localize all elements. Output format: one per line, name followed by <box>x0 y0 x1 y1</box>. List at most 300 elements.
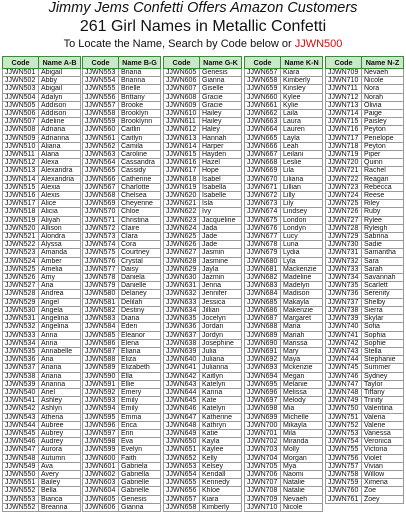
name-cell: Caroline <box>119 151 161 159</box>
name-cell: Isabel <box>200 175 242 183</box>
name-cell: Jessica <box>200 298 242 306</box>
name-cell: Sophia <box>362 331 404 339</box>
name-cell: Gabrielle <box>119 487 161 495</box>
code-cell: JJWN531 <box>3 315 39 323</box>
table-row <box>164 347 242 355</box>
name-cell: Gabrielle <box>119 479 161 487</box>
table-row <box>164 85 242 93</box>
name-cell: Mila <box>281 429 323 437</box>
code-cell: JJWN574 <box>83 241 119 249</box>
name-cell: Jada <box>200 224 242 232</box>
code-cell: JJWN513 <box>3 167 39 175</box>
table-row <box>326 282 404 290</box>
table-row <box>83 142 161 150</box>
table-row <box>245 421 323 429</box>
table-row <box>83 380 161 388</box>
table-row <box>245 257 323 265</box>
code-cell: JJWN712 <box>326 93 362 101</box>
code-cell: JJWN622 <box>164 208 200 216</box>
table-row <box>83 216 161 224</box>
code-cell: JJWN585 <box>83 331 119 339</box>
name-cell: Sophie <box>362 339 404 347</box>
table-row <box>3 241 81 249</box>
code-cell: JJWN720 <box>326 159 362 167</box>
name-cell: London <box>281 216 323 224</box>
code-cell: JJWN564 <box>83 159 119 167</box>
code-cell: JJWN669 <box>245 167 281 175</box>
table-row <box>164 356 242 364</box>
name-cell: Vivian <box>362 462 404 470</box>
code-cell: JJWN691 <box>245 347 281 355</box>
name-cell: Briana <box>119 69 161 77</box>
name-cell: Emily <box>119 405 161 413</box>
name-cell: Daisy <box>119 265 161 273</box>
table-row <box>245 462 323 470</box>
name-cell: Chelsea <box>119 192 161 200</box>
table-row <box>83 167 161 175</box>
code-cell: JJWN679 <box>245 249 281 257</box>
name-cell: Gabriella <box>119 470 161 478</box>
table-row <box>245 323 323 331</box>
code-cell: JJWN641 <box>164 364 200 372</box>
code-cell: JJWN529 <box>3 298 39 306</box>
name-cell: Eva <box>119 438 161 446</box>
table-row <box>164 470 242 478</box>
name-cell: Angelina <box>39 323 81 331</box>
name-cell: Skylar <box>362 315 404 323</box>
code-cell: JJWN512 <box>3 159 39 167</box>
table-row <box>83 323 161 331</box>
table-row <box>164 118 242 126</box>
name-cell: Madelyn <box>281 282 323 290</box>
code-cell: JJWN510 <box>3 142 39 150</box>
code-cell: JJWN655 <box>164 479 200 487</box>
table-row <box>326 356 404 364</box>
name-cell: Brooke <box>119 101 161 109</box>
table-row <box>164 380 242 388</box>
table-row <box>245 306 323 314</box>
table-row <box>164 372 242 380</box>
code-cell: JJWN705 <box>245 462 281 470</box>
table-row <box>3 405 81 413</box>
code-cell: JJWN525 <box>3 265 39 273</box>
name-cell: Angelina <box>39 315 81 323</box>
name-cell: Jasmine <box>200 257 242 265</box>
name-cell: Cassandra <box>119 159 161 167</box>
table-row <box>164 495 242 503</box>
code-cell: JJWN752 <box>326 421 362 429</box>
name-cell: Aurora <box>39 446 81 454</box>
name-cell: Luna <box>281 241 323 249</box>
code-cell: JJWN670 <box>245 175 281 183</box>
table-row <box>83 429 161 437</box>
table-row <box>245 487 323 495</box>
name-cell: Lauren <box>281 126 323 134</box>
name-cell: Lyla <box>281 257 323 265</box>
table-row <box>245 298 323 306</box>
name-cell: Vanessa <box>362 429 404 437</box>
code-cell: JJWN647 <box>164 413 200 421</box>
search-instruction-text: To Locate the Name, Search by Code below or <box>63 38 295 50</box>
code-cell: JJWN587 <box>83 347 119 355</box>
name-cell: Adrianna <box>39 134 81 142</box>
table-row <box>3 462 81 470</box>
name-cell: Charlotte <box>119 183 161 191</box>
name-cell: Elena <box>119 339 161 347</box>
table-row <box>83 413 161 421</box>
name-cell: Amber <box>39 257 81 265</box>
code-cell: JJWN744 <box>326 356 362 364</box>
name-cell: Leah <box>281 142 323 150</box>
name-cell: Jillian <box>200 306 242 314</box>
name-cell: Leslie <box>281 159 323 167</box>
code-cell: JJWN557 <box>83 101 119 109</box>
name-cell: Hayden <box>200 151 242 159</box>
code-cell: JJWN533 <box>3 331 39 339</box>
table-row <box>164 339 242 347</box>
table-row <box>164 315 242 323</box>
name-cell: Valerie <box>362 421 404 429</box>
table-row <box>245 134 323 142</box>
table-row <box>164 290 242 298</box>
table-row <box>83 265 161 273</box>
code-cell: JJWN701 <box>245 429 281 437</box>
table-row <box>326 462 404 470</box>
name-cell: Mikayla <box>281 421 323 429</box>
code-cell: JJWN649 <box>164 429 200 437</box>
name-cell: Jenna <box>200 282 242 290</box>
table-row <box>245 364 323 372</box>
code-cell: JJWN635 <box>164 315 200 323</box>
code-cell: JJWN680 <box>245 257 281 265</box>
table-row <box>83 495 161 503</box>
name-cell: Piper <box>362 151 404 159</box>
name-cell: Taylor <box>362 380 404 388</box>
code-cell: JJWN706 <box>245 470 281 478</box>
table-row <box>326 257 404 265</box>
code-cell: JJWN541 <box>3 397 39 405</box>
table-row <box>326 290 404 298</box>
code-cell: JJWN502 <box>3 77 39 85</box>
table-row <box>326 380 404 388</box>
table-row <box>326 405 404 413</box>
name-cell: Josephine <box>200 339 242 347</box>
code-cell: JJWN584 <box>83 323 119 331</box>
code-cell: JJWN629 <box>164 265 200 273</box>
name-cell: Hailey <box>200 118 242 126</box>
table-row <box>3 175 81 183</box>
table-row <box>245 241 323 249</box>
table-row <box>3 421 81 429</box>
table-row <box>326 315 404 323</box>
name-cell: Madison <box>281 290 323 298</box>
code-cell: JJWN710 <box>245 503 281 511</box>
code-cell: JJWN723 <box>326 183 362 191</box>
name-cell: Savannah <box>362 274 404 282</box>
name-cell: Andrea <box>39 290 81 298</box>
code-cell: JJWN543 <box>3 413 39 421</box>
name-cell: Megan <box>281 372 323 380</box>
code-cell: JJWN605 <box>164 69 200 77</box>
name-cell: Brittany <box>119 93 161 101</box>
table-row <box>245 167 323 175</box>
table-row <box>326 298 404 306</box>
table-row <box>245 85 323 93</box>
name-cell: Brooklyn <box>119 110 161 118</box>
table-row <box>83 331 161 339</box>
name-cell: Christina <box>119 216 161 224</box>
table-row <box>83 356 161 364</box>
table-row <box>83 282 161 290</box>
table-row <box>83 290 161 298</box>
table-row <box>326 142 404 150</box>
name-cell: Alexandria <box>39 175 81 183</box>
code-cell: JJWN750 <box>326 405 362 413</box>
code-cell: JJWN668 <box>245 159 281 167</box>
code-cell: JJWN519 <box>3 216 39 224</box>
name-cell: Kennedy <box>200 479 242 487</box>
table-row <box>83 446 161 454</box>
table-row <box>164 479 242 487</box>
code-cell: JJWN695 <box>245 380 281 388</box>
name-cell: Tiffany <box>362 388 404 396</box>
name-cell: Brooklynn <box>119 118 161 126</box>
table-row <box>164 249 242 257</box>
code-cell: JJWN694 <box>245 372 281 380</box>
name-cell: Alana <box>39 151 81 159</box>
name-cell: Ella <box>119 372 161 380</box>
name-cell: Samantha <box>362 249 404 257</box>
code-cell: JJWN714 <box>326 110 362 118</box>
code-cell: JJWN656 <box>164 487 200 495</box>
code-cell: JJWN603 <box>83 479 119 487</box>
name-cell: Jade <box>200 241 242 249</box>
code-cell: JJWN686 <box>245 306 281 314</box>
code-cell: JJWN665 <box>245 134 281 142</box>
code-cell: JJWN741 <box>326 331 362 339</box>
name-cell: Riley <box>362 200 404 208</box>
code-cell: JJWN553 <box>83 69 119 77</box>
code-cell: JJWN556 <box>83 93 119 101</box>
table-row <box>164 159 242 167</box>
name-cell: Bianca <box>39 495 81 503</box>
table-row <box>164 405 242 413</box>
name-cell: Jocelyn <box>200 315 242 323</box>
code-cell: JJWN692 <box>245 356 281 364</box>
name-cell: Caitlyn <box>119 134 161 142</box>
table-row <box>326 413 404 421</box>
table-row <box>83 85 161 93</box>
code-cell: JJWN724 <box>326 192 362 200</box>
name-cell: Lydia <box>281 249 323 257</box>
names-table-a-b <box>2 56 81 512</box>
name-cell: Gabriela <box>119 462 161 470</box>
name-cell: Alicia <box>39 208 81 216</box>
name-cell: Ana <box>39 282 81 290</box>
code-cell: JJWN594 <box>83 405 119 413</box>
table-row <box>326 233 404 241</box>
code-cell: JJWN539 <box>3 380 39 388</box>
code-cell: JJWN545 <box>3 429 39 437</box>
table-row <box>164 397 242 405</box>
name-cell: Athena <box>39 413 81 421</box>
name-cell: Katelyn <box>200 405 242 413</box>
name-cell: Emily <box>119 397 161 405</box>
name-cell: Anna <box>39 339 81 347</box>
table-row <box>326 118 404 126</box>
code-cell: JJWN760 <box>326 487 362 495</box>
table-row <box>3 93 81 101</box>
table-row <box>164 175 242 183</box>
code-cell: JJWN693 <box>245 364 281 372</box>
name-cell: Mya <box>281 462 323 470</box>
code-cell: JJWN673 <box>245 200 281 208</box>
name-cell: Kaylee <box>200 446 242 454</box>
name-cell: Summer <box>362 364 404 372</box>
name-cell: Danielle <box>119 282 161 290</box>
table-row <box>3 495 81 503</box>
name-cell: Veronica <box>362 438 404 446</box>
table-row <box>83 241 161 249</box>
name-cell: Angela <box>39 306 81 314</box>
name-cell: Brianna <box>119 77 161 85</box>
table-row <box>83 487 161 495</box>
name-header: Name G-K <box>200 57 242 69</box>
name-cell: Ariana <box>39 372 81 380</box>
name-cell: Melanie <box>281 380 323 388</box>
table-row <box>245 77 323 85</box>
code-cell: JJWN728 <box>326 224 362 232</box>
code-cell: JJWN575 <box>83 249 119 257</box>
table-row <box>164 216 242 224</box>
table-row <box>164 126 242 134</box>
name-cell: Jade <box>200 233 242 241</box>
name-cell: Delaney <box>119 290 161 298</box>
code-cell: JJWN596 <box>83 421 119 429</box>
code-cell: JJWN639 <box>164 347 200 355</box>
code-cell: JJWN683 <box>245 282 281 290</box>
name-cell: Delilah <box>119 298 161 306</box>
names-table-body <box>326 69 404 504</box>
name-cell: Arianna <box>39 380 81 388</box>
code-cell: JJWN708 <box>245 487 281 495</box>
code-cell: JJWN555 <box>83 85 119 93</box>
code-cell: JJWN753 <box>326 429 362 437</box>
name-cell: Ryleigh <box>362 224 404 232</box>
table-row <box>164 323 242 331</box>
name-cell: Audrey <box>39 438 81 446</box>
table-row <box>3 101 81 109</box>
table-row <box>3 216 81 224</box>
table-row <box>164 438 242 446</box>
table-row <box>326 495 404 503</box>
table-row <box>245 192 323 200</box>
table-row <box>245 388 323 396</box>
code-cell: JJWN514 <box>3 175 39 183</box>
table-row <box>3 503 81 511</box>
name-cell: Lillian <box>281 183 323 191</box>
name-cell: Elizabeth <box>119 364 161 372</box>
name-cell: Hope <box>200 167 242 175</box>
code-cell: JJWN580 <box>83 290 119 298</box>
names-table-body <box>83 69 161 512</box>
code-header: Code <box>3 57 39 69</box>
code-cell: JJWN615 <box>164 151 200 159</box>
table-row <box>245 347 323 355</box>
code-cell: JJWN524 <box>3 257 39 265</box>
name-cell: Natalie <box>281 479 323 487</box>
table-row <box>83 175 161 183</box>
code-cell: JJWN624 <box>164 224 200 232</box>
code-cell: JJWN755 <box>326 446 362 454</box>
table-row <box>83 347 161 355</box>
code-cell: JJWN658 <box>245 77 281 85</box>
name-cell: Eliza <box>119 356 161 364</box>
table-row <box>83 364 161 372</box>
name-cell: Eleanor <box>119 331 161 339</box>
table-row <box>164 134 242 142</box>
code-cell: JJWN616 <box>164 159 200 167</box>
code-cell: JJWN745 <box>326 364 362 372</box>
name-cell: Mariah <box>281 331 323 339</box>
name-cell: Penelope <box>362 134 404 142</box>
table-row <box>245 446 323 454</box>
table-row <box>83 257 161 265</box>
table-row <box>245 282 323 290</box>
table-row <box>326 134 404 142</box>
name-cell: Allison <box>39 224 81 232</box>
name-cell: Haley <box>200 126 242 134</box>
name-cell: Aliana <box>39 142 81 150</box>
title-line-1: Jimmy Jems Confetti Offers Amazon Customers <box>48 0 358 16</box>
table-row <box>164 151 242 159</box>
name-cell: Violet <box>362 454 404 462</box>
code-cell: JJWN591 <box>83 380 119 388</box>
name-cell: Mary <box>281 347 323 355</box>
code-cell: JJWN710 <box>326 77 362 85</box>
name-cell: Sabrina <box>362 233 404 241</box>
name-cell: Aubree <box>39 421 81 429</box>
code-cell: JJWN521 <box>3 233 39 241</box>
name-cell: Olivia <box>362 101 404 109</box>
name-cell: Stephanie <box>362 356 404 364</box>
name-cell: Khloe <box>200 487 242 495</box>
name-cell: Scarlett <box>362 282 404 290</box>
code-cell: JJWN590 <box>83 372 119 380</box>
code-cell: JJWN700 <box>245 421 281 429</box>
name-cell: Juliana <box>200 356 242 364</box>
code-cell: JJWN582 <box>83 306 119 314</box>
table-row <box>83 134 161 142</box>
name-cell: Lily <box>281 200 323 208</box>
code-cell: JJWN648 <box>164 421 200 429</box>
name-cell: Sarah <box>362 265 404 273</box>
name-cell: Adeline <box>39 118 81 126</box>
name-cell: Julia <box>200 347 242 355</box>
name-cell: Kylie <box>281 101 323 109</box>
table-row <box>164 110 242 118</box>
table-row <box>83 298 161 306</box>
name-cell: Ashlyn <box>39 405 81 413</box>
table-row <box>164 413 242 421</box>
name-cell: Abby <box>39 77 81 85</box>
name-cell: Genesis <box>119 495 161 503</box>
table-row <box>3 364 81 372</box>
name-cell: Isabella <box>200 183 242 191</box>
code-cell: JJWN609 <box>164 101 200 109</box>
table-row <box>164 388 242 396</box>
table-row <box>326 429 404 437</box>
